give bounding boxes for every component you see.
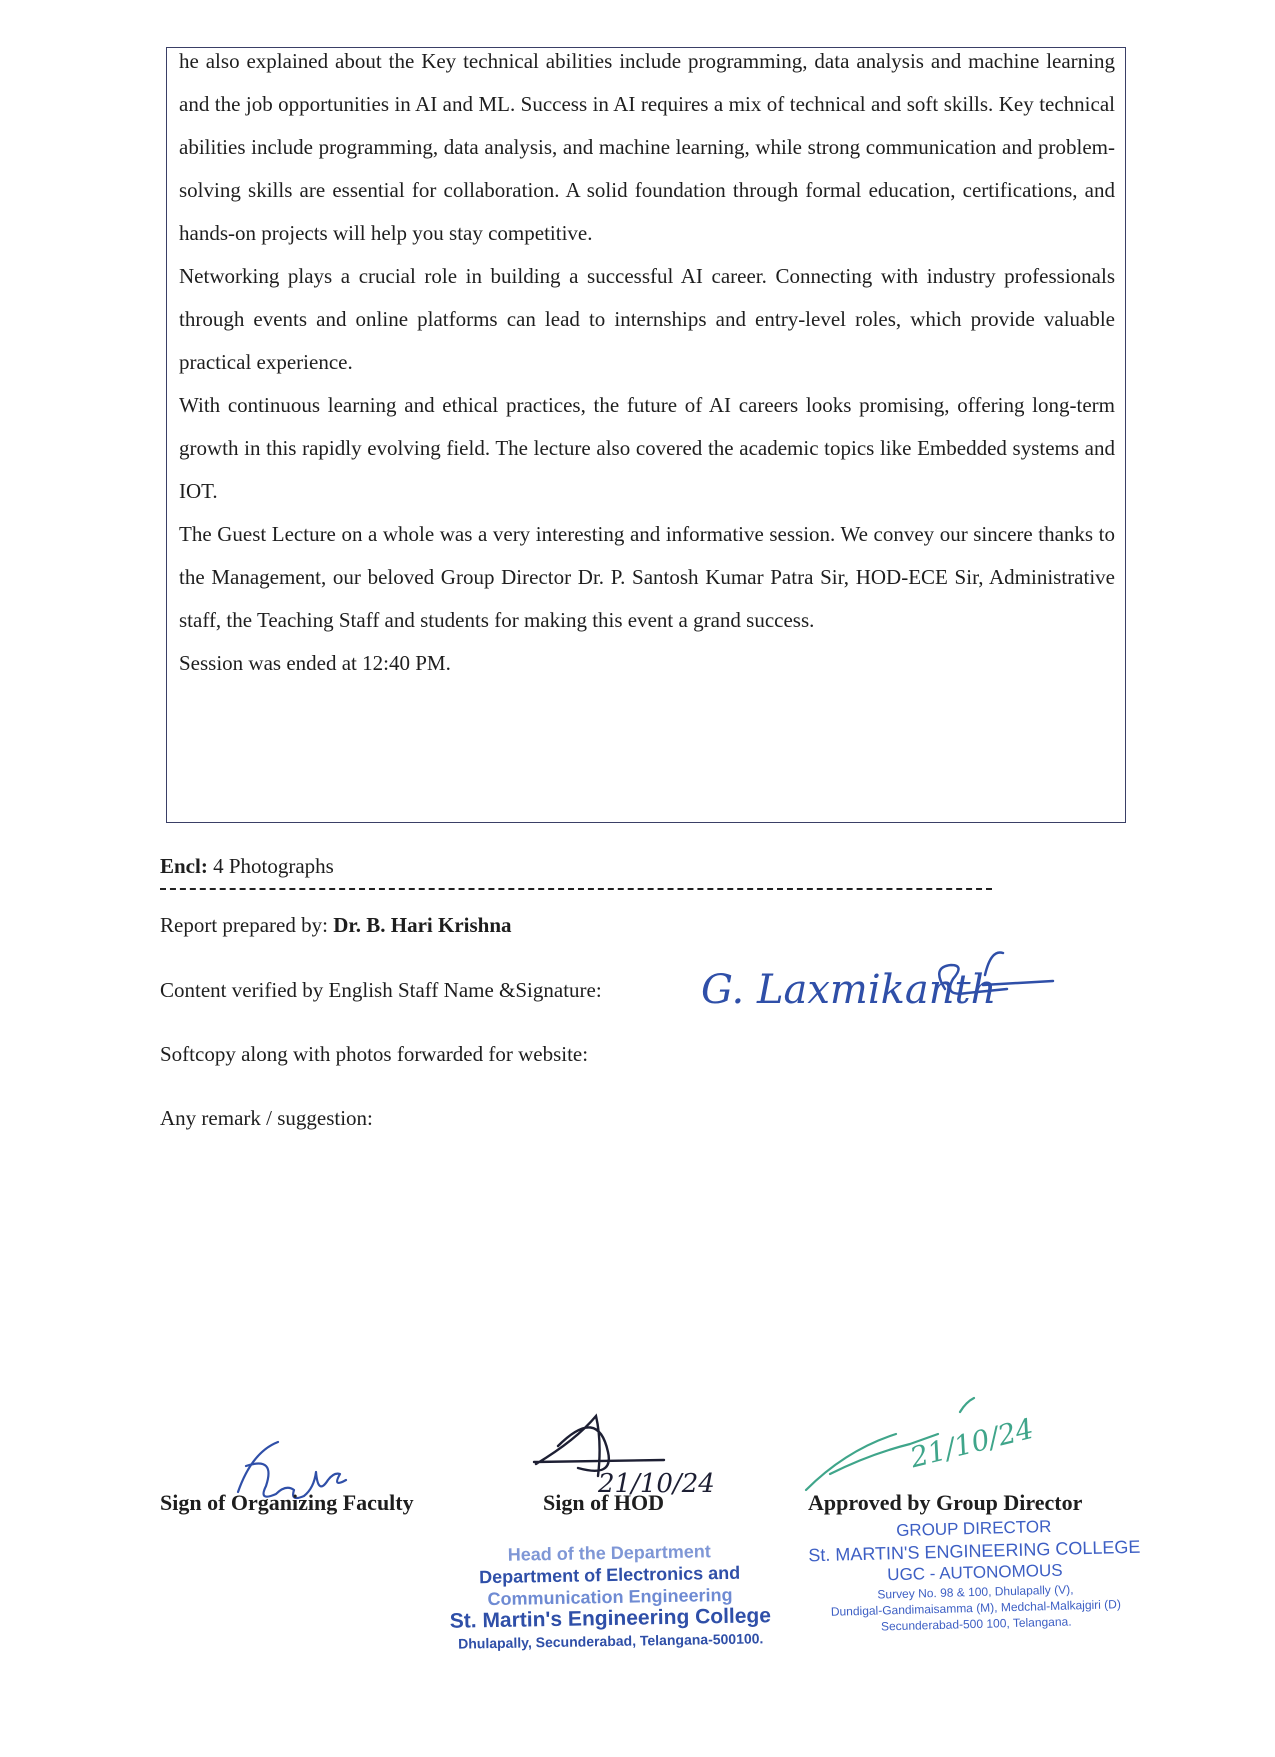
report-body-text: [179, 40, 1115, 685]
director-sign-label: Approved by Group Director: [808, 1490, 1083, 1515]
paragraph-skills: he also explained about the Key technical abilities include programming, data analysis and machine learning and the job opportunities in AI and ML. Success in AI requires a mix of technical and soft skills. Key technical abilities include programming, data analysis, and machine learning, while strong communication and problem-solving skills are essential for collaboration. A solid foundation through formal education, certifications, and hands-on projects will help you stay competitive.: [179, 49, 1115, 245]
director-stamp-line-4: Survey No. 98 & 100, Dhulapally (V),: [877, 1582, 1074, 1602]
enclosure-label: Encl:: [160, 854, 208, 878]
content-verified-label: Content verified by English Staff Name &Signature:: [160, 978, 602, 1002]
hod-signature-date: 21/10/24: [598, 1469, 715, 1499]
hod-stamp: [429, 1539, 791, 1655]
remark-label: Any remark / suggestion:: [160, 1106, 373, 1130]
dashed-divider: [160, 888, 992, 890]
organizer-sign-label: Sign of Organizing Faculty: [160, 1490, 414, 1515]
verifier-signature-text: G. Laxmikanth: [701, 967, 997, 1013]
hod-sign-label: Sign of HOD: [543, 1490, 665, 1515]
director-stamp-line-3: UGC - AUTONOMOUS: [887, 1560, 1063, 1585]
director-stamp-line-2: St. MARTIN'S ENGINEERING COLLEGE: [808, 1536, 1141, 1566]
softcopy-label: Softcopy along with photos forwarded for website:: [160, 1042, 589, 1066]
director-stamp-line-1: GROUP DIRECTOR: [895, 1516, 1052, 1541]
prepared-by-line: [160, 913, 512, 938]
enclosure-line: [160, 854, 334, 879]
director-stamp-line-5: Dundigal-Gandimaisamma (M), Medchal-Malkajgiri (D): [830, 1597, 1122, 1619]
verifier-signature: [695, 945, 1075, 1025]
hod-stamp-line-5: Dhulapally, Secunderabad, Telangana-500100.: [458, 1630, 764, 1652]
paragraph-thanks: The Guest Lecture on a whole was a very interesting and informative session. We convey our sincere thanks to the Management, our beloved Group Director Dr. P. Santosh Kumar Patra Sir, HOD-ECE Sir, Administrative staff, the Teaching Staff and students for making this event a grand success.: [179, 522, 1115, 632]
hod-stamp-line-4: St. Martin's Engineering College: [449, 1604, 772, 1633]
paragraph-networking: Networking plays a crucial role in building a successful AI career. Connecting with industry professionals through events and online platforms can lead to internships and entry-level roles, which provide valuable practical experience.: [179, 264, 1115, 374]
enclosure-value: 4 Photographs: [207, 854, 334, 878]
director-signature: [800, 1390, 1080, 1500]
director-stamp: [794, 1513, 1157, 1636]
paragraph-session-end: Session was ended at 12:40 PM.: [179, 651, 451, 675]
hod-stamp-line-3: Communication Engineering: [487, 1584, 733, 1610]
hod-stamp-line-1: Head of the Department: [507, 1541, 711, 1565]
prepared-by-name: Dr. B. Hari Krishna: [333, 913, 512, 937]
prepared-by-label: Report prepared by:: [160, 913, 334, 937]
director-signature-date: 21/10/24: [906, 1411, 1037, 1475]
paragraph-future: With continuous learning and ethical practices, the future of AI careers looks promising, offering long-term growth in this rapidly evolving field. The lecture also covered the academic topics like Embedded systems and IOT.: [179, 393, 1115, 503]
director-stamp-line-6: Secunderabad-500 100, Telangana.: [880, 1614, 1072, 1634]
hod-stamp-line-2: Department of Electronics and: [478, 1562, 741, 1588]
